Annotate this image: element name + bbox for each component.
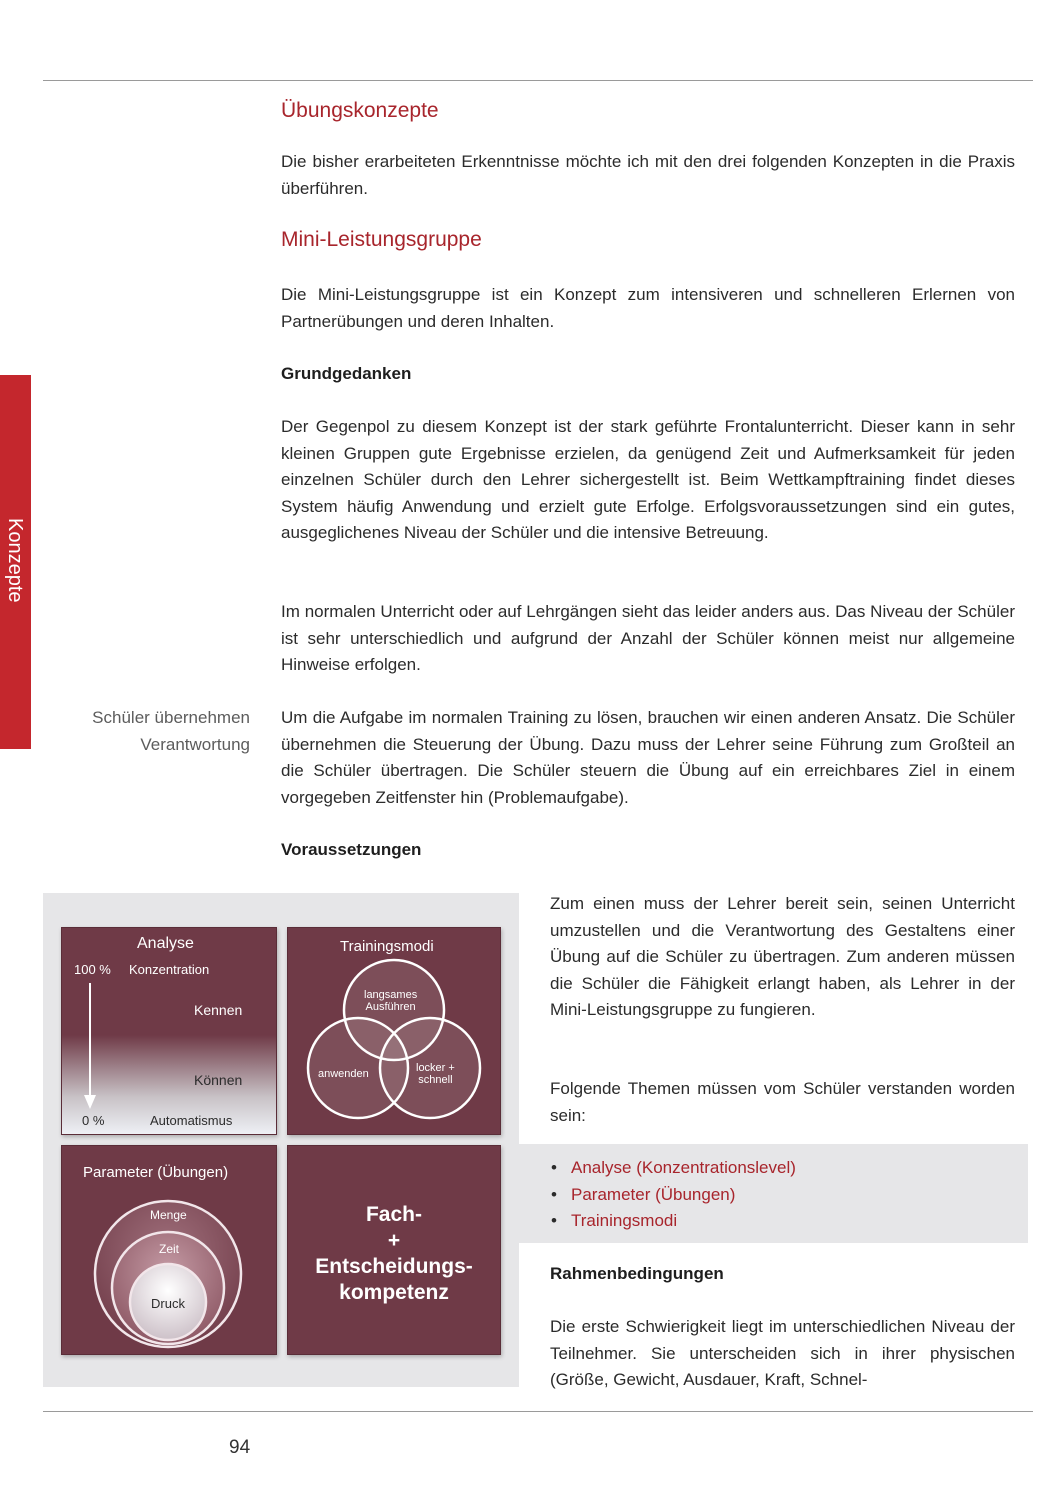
- venn-top-label: [364, 989, 417, 1013]
- voraussetzungen-heading: Voraussetzungen: [281, 840, 422, 859]
- grundgedanken-paragraph-2: Im normalen Unterricht oder auf Lehrgängen sieht das leider anders aus. Das Niveau der Schüler ist sehr unterschiedlich und aufgrund der Anzahl der Schüler können meist nur allgemeine Hinweise erfolgen.: [281, 602, 1015, 674]
- list-item: • Analyse (Konzentrationslevel): [551, 1158, 796, 1177]
- kompetenz-line-3: Entscheidungs-: [315, 1255, 473, 1278]
- analyse-level-2: Können: [194, 1072, 243, 1088]
- page-number: 94: [229, 1437, 251, 1458]
- top-rule: [43, 80, 1033, 81]
- analyse-title: Analyse: [137, 935, 194, 952]
- venn-right-line-2: schnell: [418, 1074, 453, 1086]
- analyse-bottom-label: Automatismus: [150, 1113, 233, 1128]
- intro-paragraph: Die bisher erarbeiteten Erkenntnisse möchte ich mit den drei folgenden Konzepten in die Praxis überführen.: [281, 152, 1015, 198]
- parameter-inner-label: Druck: [151, 1296, 185, 1311]
- analyse-top-percent: 100 %: [74, 962, 111, 977]
- rahmenbedingungen-heading: Rahmenbedingungen: [550, 1264, 724, 1283]
- grundgedanken-paragraph-3: Um die Aufgabe im normalen Training zu lösen, brauchen wir einen anderen Ansatz. Die Schüler übernehmen die Steuerung der Übung. Dazu muss der Lehrer seine Führung zum Großteil an die Schüler übertragen. Die Schüler steuern die Übung auf ein erreichbares Ziel in einem vorgegeben Zeitfenster hin (Problemaufgabe).: [281, 708, 1015, 807]
- topic-parameter: Parameter (Übungen): [571, 1184, 736, 1204]
- trainingsmodi-panel: [287, 927, 501, 1135]
- list-item: • Trainingsmodi: [551, 1211, 678, 1230]
- margin-note: Schüler übernehmen Verantwortung: [92, 708, 250, 754]
- parameter-outer-label: Menge: [150, 1208, 187, 1222]
- analyse-level-1: Kennen: [194, 1002, 243, 1018]
- analyse-panel: [61, 927, 277, 1135]
- topic-analyse: Analyse (Konzentrationslevel): [571, 1158, 796, 1177]
- trainingsmodi-title: Trainingsmodi: [340, 938, 434, 955]
- venn-left-label: anwenden: [318, 1068, 369, 1080]
- bottom-rule: [43, 1411, 1033, 1412]
- kompetenz-text: [288, 1202, 500, 1306]
- chapter-tab-label: Konzepte: [4, 518, 26, 603]
- analyse-top-label: Konzentration: [129, 962, 210, 977]
- topics-list: [551, 1155, 796, 1235]
- venn-right-line-1: locker +: [416, 1062, 455, 1074]
- concept-figure: [43, 893, 519, 1387]
- chapter-side-tab: [0, 375, 31, 749]
- grundgedanken-heading: Grundgedanken: [281, 364, 412, 383]
- section-title: Übungskonzepte: [281, 99, 439, 122]
- venn-top-line-1: langsames: [364, 989, 418, 1001]
- venn-diagram: [288, 928, 500, 1134]
- analyse-bottom-percent: 0 %: [82, 1113, 105, 1128]
- parameter-panel: [61, 1145, 277, 1355]
- venn-top-line-2: Ausführen: [365, 1001, 416, 1013]
- parameter-title: Parameter (Übungen): [83, 1164, 229, 1181]
- voraussetzungen-paragraph-2: Folgende Themen müssen vom Schüler verstanden worden sein:: [550, 1079, 1015, 1125]
- list-item: • Parameter (Übungen): [551, 1184, 736, 1204]
- kompetenz-panel: [287, 1145, 501, 1355]
- rahmenbedingungen-paragraph: Die erste Schwierigkeit liegt im unterschiedlichen Niveau der Teilnehmer. Sie unterscheiden sich in ihrer physischen (Größe, Gewicht, Ausdauer, Kraft, Schnel-: [550, 1317, 1015, 1389]
- grundgedanken-paragraph-1: Der Gegenpol zu diesem Konzept ist der stark geführte Frontalunterricht. Dieser kann in sehr kleinen Gruppen gute Ergebnisse erzielen, da genügend Zeit und Aufmerksamkeit für jeden einzelnen Schüler durch den Lehrer sichergestellt ist. Beim Wettkampftraining findet dieses System häufig Anwendung und erzielt gute Erfolge. Erfolgsvoraussetzungen sind ein gutes, ausgeglichenes Niveau der Schüler und die intensive Betreuung.: [281, 417, 1015, 542]
- venn-right-label: [416, 1062, 455, 1086]
- topic-trainingsmodi: Trainingsmodi: [571, 1211, 678, 1230]
- kompetenz-line-4: kompetenz: [339, 1281, 449, 1304]
- mini-title: Mini-Leistungsgruppe: [281, 228, 482, 251]
- kompetenz-line-1: Fach-: [365, 1203, 422, 1226]
- parameter-middle-label: Zeit: [159, 1242, 180, 1256]
- down-arrow-icon: [82, 983, 102, 1113]
- mini-intro-paragraph: Die Mini-Leistungsgruppe ist ein Konzept zum intensiveren und schnelleren Erlernen von Partnerübungen und deren Inhalten.: [281, 285, 1015, 331]
- voraussetzungen-paragraph-1: Zum einen muss der Lehrer bereit sein, seinen Unterricht umzustellen und die Verantwortung des Gestaltens einer Übung auf die Schüler zu übertragen. Zum anderen müssen die Schüler die Fähigkeit erlangt haben, als Lehrer in der Mini-Leistungsgruppe zu fungieren.: [550, 894, 1015, 1019]
- kompetenz-line-2: +: [387, 1229, 401, 1252]
